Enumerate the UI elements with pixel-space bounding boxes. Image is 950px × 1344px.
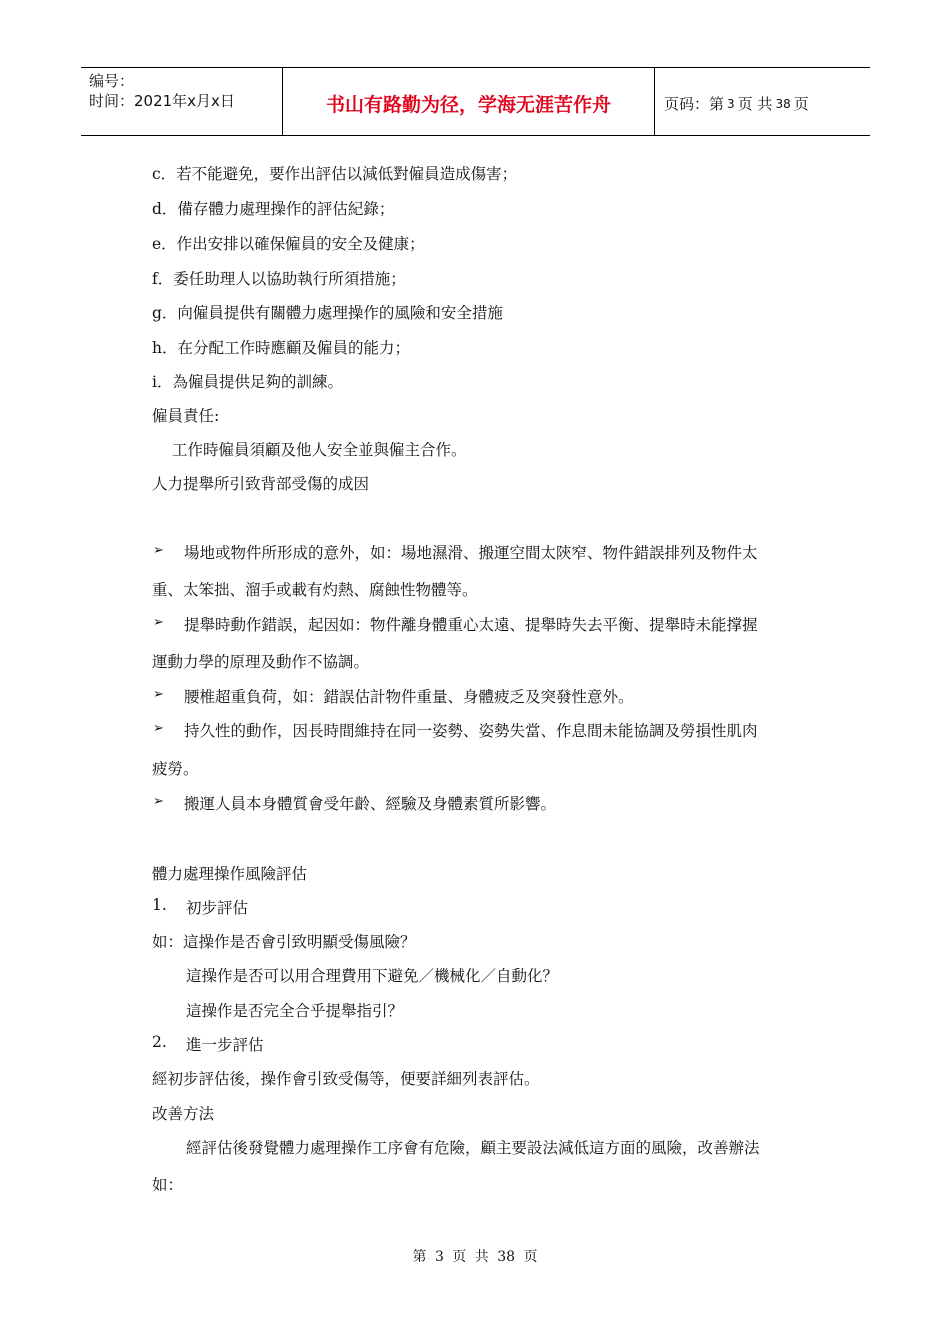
- page-prefix: 页码：第: [664, 95, 725, 113]
- list-item-i: i．為僱員提供足夠的訓練。: [152, 373, 343, 391]
- cause-1-line-2: 重、太笨拙、溜手或載有灼熱、腐蝕性物體等。: [152, 581, 478, 599]
- cause-4-line-1: 持久性的動作，因長時間維持在同一姿勢、姿勢失當、作息間未能協調及勞損性肌肉: [184, 722, 758, 740]
- cause-4-line-2: 疲勞。: [152, 760, 199, 778]
- header-info: [81, 68, 282, 135]
- step-2-text: 經初步評估後，操作會引致受傷等，便要詳細列表評估。: [152, 1070, 540, 1088]
- list-item-d: d．備存體力處理操作的評估紀錄；: [152, 200, 395, 218]
- employee-heading: 僱員責任:: [152, 407, 220, 425]
- document-number-label: 编号：: [89, 72, 135, 90]
- bullet-icon: ➢: [153, 543, 164, 558]
- causes-heading: 人力提舉所引致背部受傷的成因: [152, 475, 370, 493]
- improve-line-1: 經評估後發覺體力處理操作工序會有危險，顧主要設法減低這方面的風險，改善辦法: [186, 1139, 760, 1157]
- step-2-number: 2.: [152, 1033, 167, 1051]
- step-1-label: 初步評估: [186, 899, 249, 917]
- page-mid: 页 共: [737, 95, 773, 113]
- bullet-icon: ➢: [153, 615, 164, 630]
- list-item-c: c．若不能避免，要作出評估以減低對僱員造成傷害；: [152, 165, 518, 183]
- cause-5: 搬運人員本身體質會受年齡、經驗及身體素質所影響。: [184, 795, 557, 813]
- header-motto: 书山有路勤为径，学海无涯苦作舟: [282, 68, 655, 135]
- risk-heading: 體力處理操作風險評估: [152, 865, 308, 883]
- cause-3: 腰椎超重負荷，如：錯誤估計物件重量、身體疲乏及突發性意外。: [184, 688, 634, 706]
- cause-2-line-1: 提舉時動作錯誤，起因如：物件離身體重心太遠、提舉時失去平衡、提舉時未能撑握: [184, 616, 758, 634]
- list-item-h: h．在分配工作時應顧及僱員的能力；: [152, 339, 410, 357]
- list-item-g: g．向僱員提供有關體力處理操作的風險和安全措施: [152, 304, 503, 322]
- document-date: 时间：2021年x月x日: [89, 92, 235, 110]
- page-footer: 第 3 页 共 38 页: [412, 1249, 538, 1265]
- step-1-number: 1.: [152, 896, 167, 914]
- question-1: 如：這操作是否會引致明顯受傷風險？: [152, 933, 416, 951]
- cause-2-line-2: 運動力學的原理及動作不協調。: [152, 653, 370, 671]
- employee-text: 工作時僱員須顧及他人安全並與僱主合作。: [172, 441, 467, 459]
- cause-1-line-1: 場地或物件所形成的意外，如：場地濕滑、搬運空間太陝窄、物件錯誤排列及物件太: [184, 544, 758, 562]
- page-current: 3: [727, 96, 735, 111]
- page-total: 38: [775, 96, 791, 111]
- improve-line-2: 如：: [152, 1176, 184, 1194]
- bullet-icon: ➢: [153, 721, 164, 736]
- improve-heading: 改善方法: [152, 1105, 215, 1123]
- question-2: 這操作是否可以用合理費用下避免／機械化／自動化？: [186, 967, 559, 985]
- step-2-label: 進一步評估: [186, 1036, 264, 1054]
- header-page-number: [655, 68, 870, 135]
- page-suffix: 页: [793, 95, 809, 113]
- page-header: [81, 67, 870, 136]
- list-item-f: f．委任助理人以協助執行所須措施；: [152, 270, 406, 288]
- question-3: 這操作是否完全合乎提舉指引？: [186, 1002, 404, 1020]
- list-item-e: e．作出安排以確保僱員的安全及健康；: [152, 235, 425, 253]
- bullet-icon: ➢: [153, 794, 164, 809]
- bullet-icon: ➢: [153, 687, 164, 702]
